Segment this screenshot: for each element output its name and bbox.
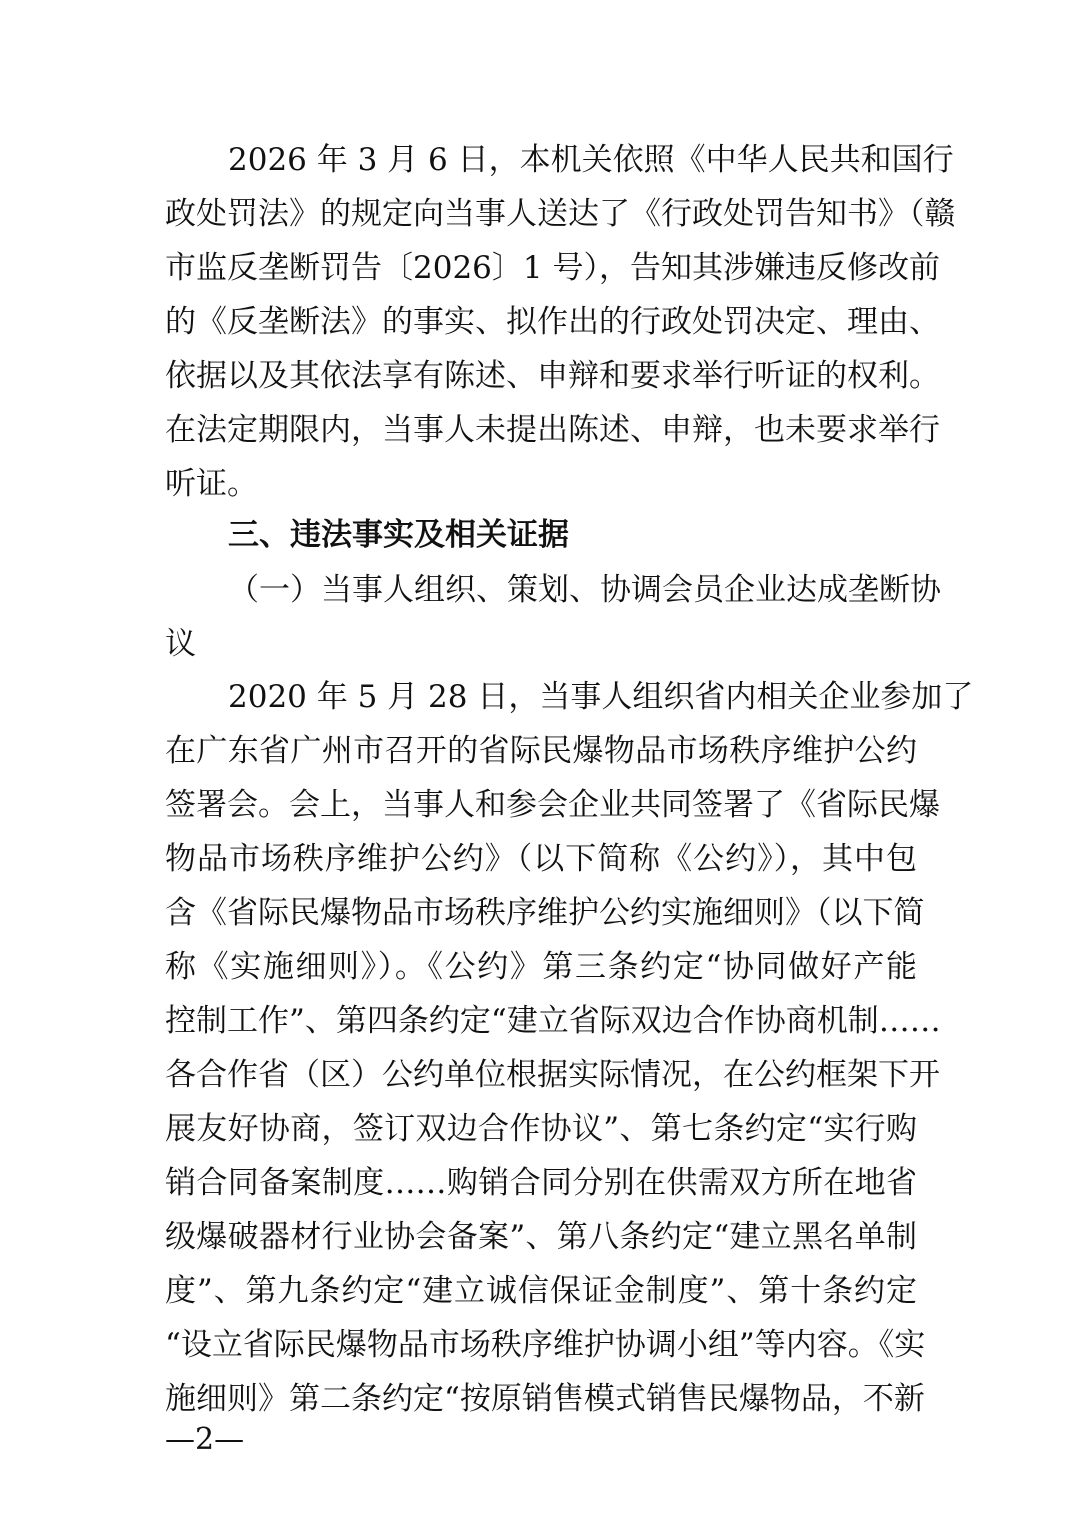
paragraph-1-line-4: 的《反垄断法》的事实、拟作出的行政处罚决定、理由、 bbox=[165, 304, 940, 340]
paragraph-2-line-6: 称《实施细则》）。《公约》第三条约定“协同做好产能 bbox=[165, 949, 917, 985]
paragraph-2-line-8: 各合作省（区）公约单位根据实际情况，在公约框架下开 bbox=[165, 1057, 940, 1093]
paragraph-2-line-13: “设立省际民爆物品市场秩序维护协调小组”等内容。《实 bbox=[165, 1327, 926, 1363]
paragraph-2-line-1: 2020 年 5 月 28 日，当事人组织省内相关企业参加了 bbox=[228, 679, 974, 715]
paragraph-2-line-11: 级爆破器材行业协会备案”、第八条约定“建立黑名单制 bbox=[165, 1219, 917, 1255]
paragraph-2-line-12: 度”、第九条约定“建立诚信保证金制度”、第十条约定 bbox=[165, 1273, 917, 1309]
subsection-heading-line-1: （一）当事人组织、策划、协调会员企业达成垄断协 bbox=[228, 572, 941, 608]
paragraph-1-line-6: 在法定期限内，当事人未提出陈述、申辩，也未要求举行 bbox=[165, 412, 940, 448]
paragraph-1-line-3: 市监反垄断罚告〔2026〕1 号），告知其涉嫌违反修改前 bbox=[165, 250, 940, 286]
paragraph-2-line-14: 施细则》第二条约定“按原销售模式销售民爆物品，不新 bbox=[165, 1381, 925, 1417]
paragraph-1-line-5: 依据以及其依法享有陈述、申辩和要求举行听证的权利。 bbox=[165, 358, 940, 394]
paragraph-2-line-9: 展友好协商，签订双边合作协议”、第七条约定“实行购 bbox=[165, 1111, 917, 1147]
paragraph-1-line-2: 政处罚法》的规定向当事人送达了《行政处罚告知书》（赣 bbox=[165, 196, 956, 232]
section-heading: 三、违法事实及相关证据 bbox=[228, 517, 569, 553]
paragraph-2-line-7: 控制工作”、第四条约定“建立省际双边合作协商机制…… bbox=[165, 1003, 941, 1039]
paragraph-2-line-5: 含《省际民爆物品市场秩序维护公约实施细则》（以下简 bbox=[165, 895, 925, 931]
paragraph-2-line-3: 签署会。会上，当事人和参会企业共同签署了《省际民爆 bbox=[165, 787, 940, 823]
paragraph-1-line-1: 2026 年 3 月 6 日，本机关依照《中华人民共和国行 bbox=[228, 142, 954, 178]
paragraph-2-line-10: 销合同备案制度……购销合同分别在供需双方所在地省 bbox=[165, 1165, 917, 1201]
subsection-heading-line-2: 议 bbox=[165, 626, 196, 662]
page-number: —2— bbox=[165, 1422, 245, 1457]
paragraph-1-line-7: 听证。 bbox=[165, 466, 258, 502]
paragraph-2-line-4: 物品市场秩序维护公约》（以下简称《公约》），其中包 bbox=[165, 841, 917, 877]
paragraph-2-line-2: 在广东省广州市召开的省际民爆物品市场秩序维护公约 bbox=[165, 733, 917, 769]
